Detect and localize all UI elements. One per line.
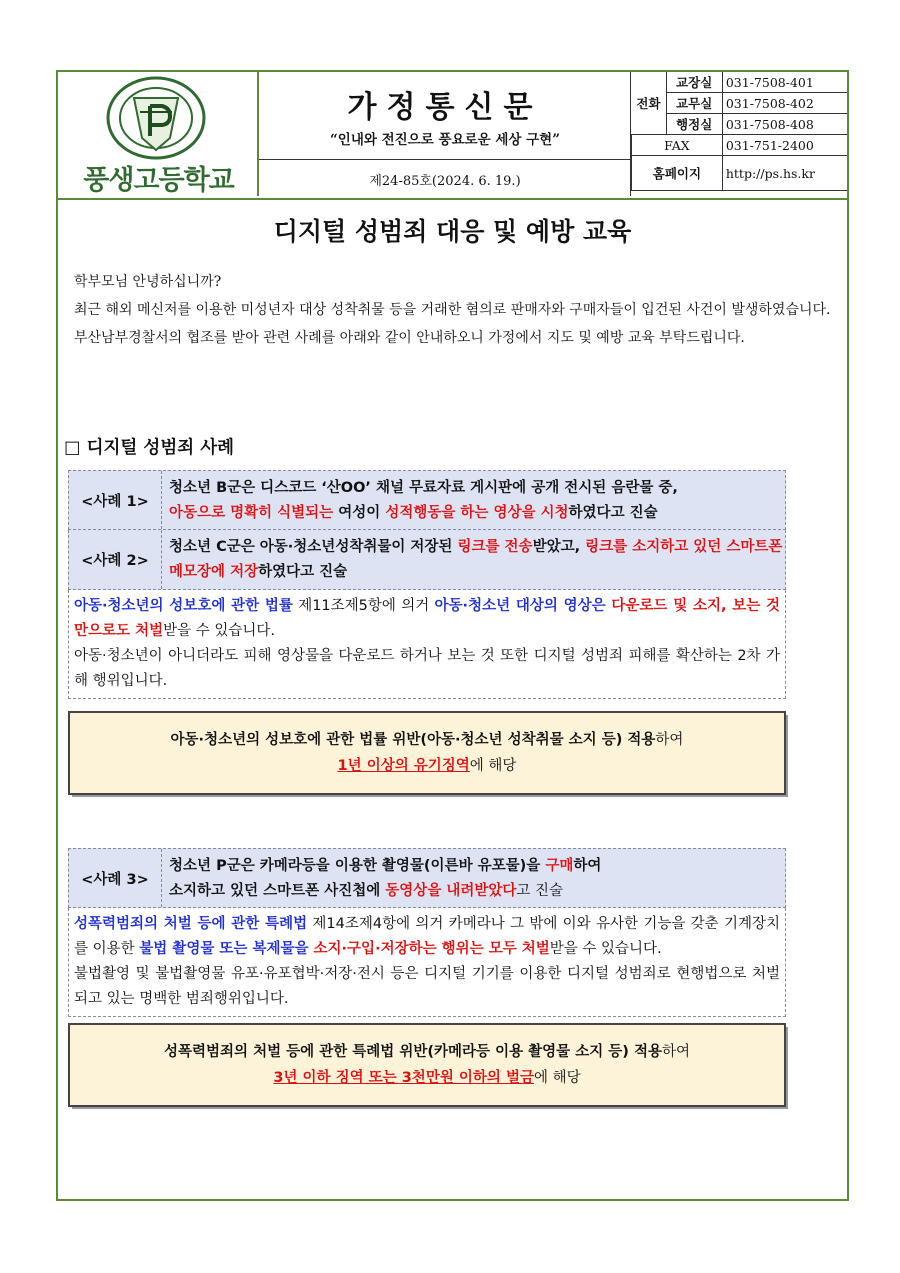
- title-cell: [259, 72, 631, 160]
- contact-value: 031-7508-402: [722, 93, 847, 114]
- case-text: 고 진술: [516, 883, 564, 899]
- case-row-2: [68, 530, 786, 590]
- fax-label: FAX: [632, 135, 723, 156]
- school-name: 풍생고등학교: [83, 165, 234, 196]
- fax-value: 031-751-2400: [722, 135, 847, 156]
- contact-value: 031-7508-408: [722, 114, 847, 135]
- case-label: <사례 3>: [69, 849, 162, 907]
- case-text: 하였다고 진술: [568, 505, 658, 521]
- contact-label: 행정실: [666, 114, 722, 135]
- contact-value: 031-7508-401: [722, 72, 847, 93]
- section-heading: □ 디지털 성범죄 사례: [64, 438, 235, 458]
- intro-paragraph: 최근 해외 메신저를 이용한 미성년자 대상 성착취물 등을 거래한 혐의로 판매자와 구매자들이 입건된 사건이 발생하였습니다.: [74, 302, 831, 318]
- penalty-text: 에 해당: [533, 1070, 581, 1086]
- law-name: 성폭력범죄의 처벌 등에 관한 특례법: [74, 916, 308, 932]
- case-highlight: 링크를 소지하고 있던 스마트폰 메모장에 저장: [169, 539, 783, 580]
- law-explanation-2: [68, 908, 786, 1017]
- law-text: 아동·청소년이 아니더라도 피해 영상물을 다운로드 하거나 보는 것 또한 디지털 성범죄 피해를 확산하는 2차 가해 행위입니다.: [74, 648, 780, 689]
- law-text: 제14조제4항에 의거 카메라나 그 밖에 이와 유사한 기능을 갖춘 기계장치를 이용한: [74, 916, 780, 957]
- case-highlight: 성적행동을 하는 영상을 시청: [385, 505, 569, 521]
- case-row-1: [68, 470, 786, 530]
- case-highlight: 동영상을 내려받았다: [385, 883, 517, 899]
- header-table: [58, 72, 847, 200]
- penalty-box-2: [68, 1023, 786, 1107]
- penalty-law: 아동·청소년의 성보호에 관한 법률 위반(아동·청소년 성착취물 소지 등) 적용: [170, 732, 656, 748]
- law-text: 불법촬영 및 불법촬영물 유포·유포협박·저장·전시 등은 디지털 기기를 이용한 디지털 성범죄로 현행법으로 처벌되고 있는 명백한 범죄행위입니다.: [74, 966, 780, 1007]
- law-text: 받을 수 있습니다.: [163, 623, 275, 639]
- intro-paragraph: 부산남부경찰서의 협조를 받아 관련 사례를 아래와 같이 안내하오니 가정에서 지도 및 예방 교육 부탁드립니다.: [74, 330, 745, 346]
- law-name: 아동·청소년의 성보호에 관한 법률: [74, 598, 293, 614]
- law-text: 받을 수 있습니다.: [549, 941, 662, 957]
- case-text: 여성이: [333, 505, 386, 521]
- penalty-law: 성폭력범죄의 처벌 등에 관한 특례법 위반(카메라등 이용 촬영물 소지 등) 적용: [164, 1044, 662, 1060]
- case-text: 소지하고 있던 스마트폰 사진첩에: [169, 883, 386, 899]
- case-text: 하여: [573, 858, 602, 874]
- case-highlight: 아동으로 명확히 식별되는: [169, 505, 334, 521]
- contact-label: 교무실: [666, 93, 722, 114]
- penalty-text: 하여: [661, 1044, 690, 1060]
- case-block-2: [68, 848, 786, 1107]
- case-description: [169, 535, 785, 585]
- document-title: 디지털 성범죄 대응 및 예방 교육: [273, 217, 632, 246]
- school-emblem-icon: [104, 76, 208, 160]
- law-emphasis: 불법 촬영물 또는 복제물을: [139, 941, 314, 957]
- newsletter-title: 가정통신문: [347, 90, 543, 125]
- homepage-link[interactable]: http://ps.hs.kr: [722, 156, 847, 191]
- case-text: 청소년 B군은 디스코드 ‘산OO’ 채널 무료자료 게시판에 공개 전시된 음란물 중,: [169, 480, 678, 496]
- case-label: <사례 2>: [69, 530, 162, 589]
- penalty-text: 에 해당: [469, 758, 517, 774]
- intro-greeting: 학부모님 안녕하십니까?: [74, 274, 222, 290]
- law-highlight: 다운로드 및 소지, 보는 것만으로도 처벌: [74, 598, 780, 639]
- law-text: 제11조제5항에 의거: [292, 598, 435, 614]
- penalty-text: 하여: [655, 732, 684, 748]
- newsletter-frame: [56, 70, 849, 1201]
- penalty-highlight: 1년 이상의 유기징역: [337, 758, 470, 774]
- case-text: 받았고,: [532, 539, 586, 555]
- penalty-highlight: 3년 이하 징역 또는 3천만원 이하의 벌금: [273, 1070, 534, 1086]
- case-label: <사례 1>: [69, 471, 162, 529]
- logo-cell: [58, 72, 259, 196]
- intro-text: [60, 268, 844, 352]
- homepage-label: 홈페이지: [632, 156, 723, 191]
- case-description: [169, 476, 785, 526]
- law-emphasis: 아동·청소년 대상의 영상은: [434, 598, 612, 614]
- case-highlight: 구매: [545, 858, 574, 874]
- phone-label: 전화: [632, 72, 667, 135]
- contact-table: [631, 72, 847, 196]
- issue-number: 제24-85호(2024. 6. 19.): [369, 174, 521, 189]
- penalty-box-1: [68, 711, 786, 795]
- case-text: 청소년 C군은 아동·청소년성착취물이 저장된: [169, 539, 458, 555]
- case-block-1: [68, 470, 786, 795]
- case-highlight: 링크를 전송: [457, 539, 533, 555]
- case-text: 하였다고 진술: [258, 564, 348, 580]
- law-explanation-1: [68, 590, 786, 699]
- issue-cell: [259, 160, 631, 196]
- law-highlight: 소지·구입·저장하는 행위는 모두 처벌: [313, 941, 550, 957]
- case-text: 청소년 P군은 카메라등을 이용한 촬영물(이른바 유포물)을: [169, 858, 546, 874]
- case-description: [169, 854, 785, 904]
- school-motto: “인내와 전진으로 풍요로운 세상 구현”: [330, 132, 560, 148]
- case-row-3: [68, 848, 786, 908]
- contact-label: 교장실: [666, 72, 722, 93]
